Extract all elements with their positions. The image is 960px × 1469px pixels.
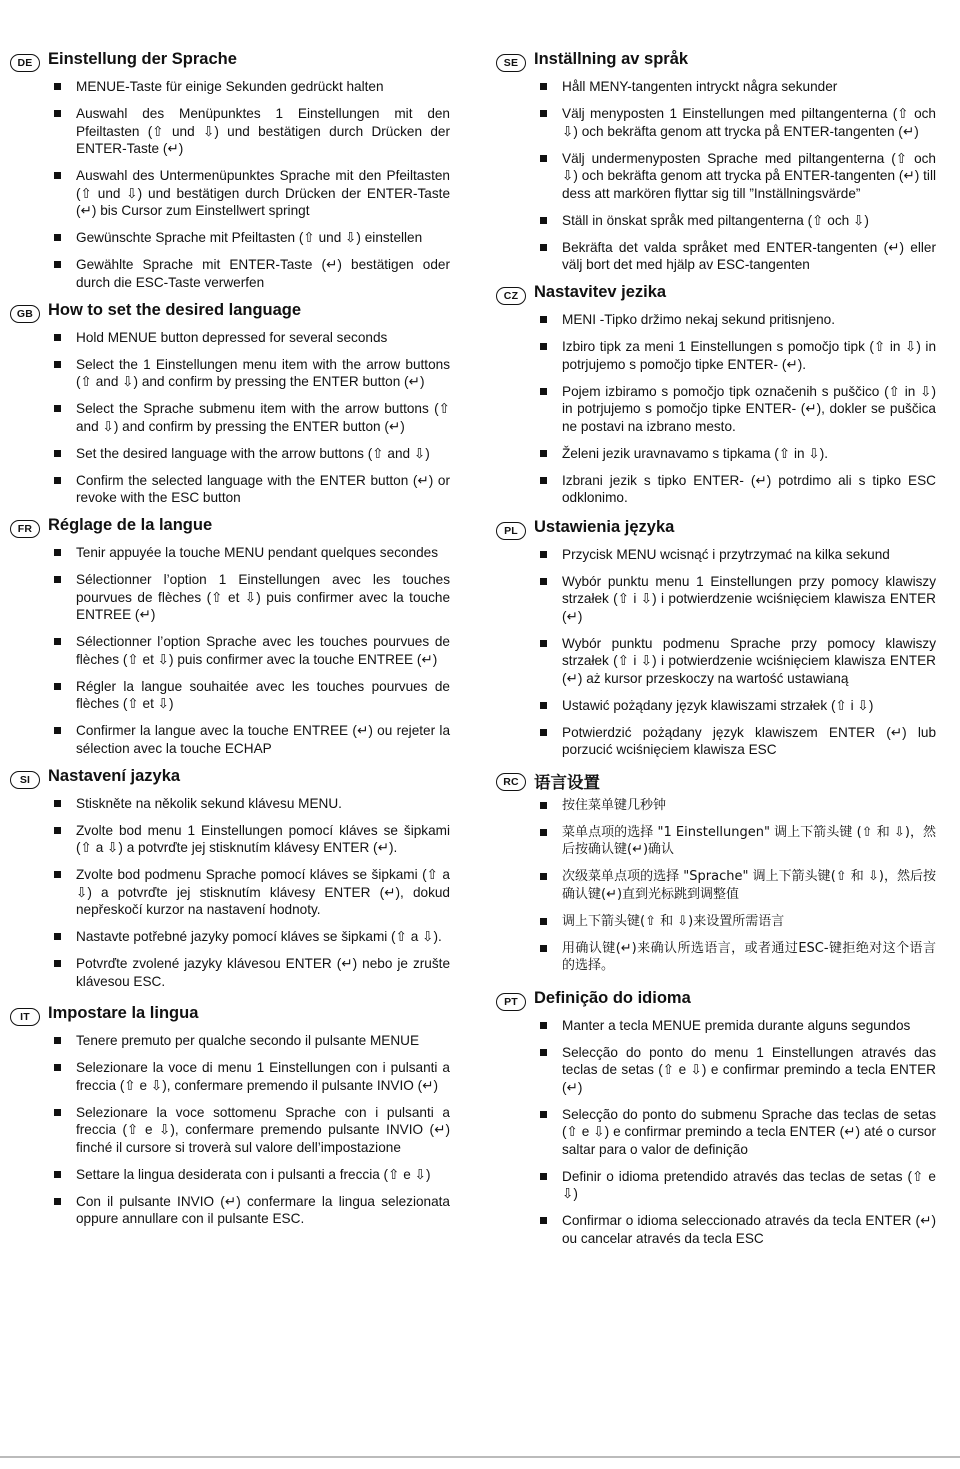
list-item: Sélectionner l’option Sprache avec les touches pourvues de flèches (⇧ et ⇩) puis confirmer avec la touche ENTREE (↵) bbox=[10, 633, 450, 668]
language-badge: RC bbox=[496, 773, 526, 791]
language-badge: CZ bbox=[496, 287, 526, 305]
section-header bbox=[10, 50, 450, 78]
section-header bbox=[496, 50, 936, 78]
list-item: Zvolte bod menu 1 Einstellungen pomocí kláves se šipkami (⇧ a ⇩) a potvrďte jej stisknutím klávesy ENTER (↵). bbox=[10, 822, 450, 857]
step-list bbox=[496, 311, 936, 507]
footer-divider bbox=[0, 1456, 960, 1458]
list-item: Potwierdzić pożądany język klawiszem ENTER (↵) lub porzucić wciśnięciem klawisza ESC bbox=[496, 724, 936, 759]
section-rc bbox=[496, 769, 936, 975]
right-column bbox=[496, 50, 936, 1257]
section-it bbox=[10, 1004, 450, 1228]
list-item: MENUE-Taste für einige Sekunden gedrückt halten bbox=[10, 78, 450, 96]
list-item: Gewählte Sprache mit ENTER-Taste (↵) bestätigen oder durch die ESC-Taste verwerfen bbox=[10, 256, 450, 291]
section-title: Nastavitev jezika bbox=[534, 283, 667, 301]
section-header bbox=[10, 516, 450, 544]
left-column bbox=[10, 50, 450, 1237]
step-list bbox=[496, 797, 936, 975]
list-item: 次级菜单点项的选择 "Sprache" 调上下箭头键(⇧ 和 ⇩)，然后按确认键(↵)直到光标跳到调整值 bbox=[496, 868, 936, 903]
section-fr bbox=[10, 516, 450, 757]
section-header bbox=[496, 769, 936, 797]
step-list bbox=[10, 329, 450, 507]
list-item: MENI -Tipko držimo nekaj sekund pritisnjeno. bbox=[496, 311, 936, 329]
list-item: Confirm the selected language with the ENTER button (↵) or revoke with the ESC button bbox=[10, 472, 450, 507]
section-header bbox=[496, 989, 936, 1017]
language-badge: SE bbox=[496, 54, 526, 72]
language-badge: DE bbox=[10, 54, 40, 72]
step-list bbox=[10, 1032, 450, 1228]
list-item: Izbiro tipk za meni 1 Einstellungen s pomočjo tipk (⇧ in ⇩) in potrjujemo s pomočjo tipke ENTER- (↵). bbox=[496, 338, 936, 373]
section-title: How to set the desired language bbox=[48, 300, 302, 319]
list-item: Con il pulsante INVIO (↵) confermare la lingua selezionata oppure annullare con il pulsante ESC. bbox=[10, 1193, 450, 1228]
section-cz bbox=[496, 283, 936, 507]
language-badge: PL bbox=[496, 522, 526, 540]
list-item: Selecção do ponto do submenu Sprache das teclas de setas (⇧ e ⇩) e confirmar premindo a tecla ENTER (↵) até o cursor saltar para o valor de definição bbox=[496, 1106, 936, 1159]
list-item: Sélectionner l’option 1 Einstellungen avec les touches pourvues de flèches (⇧ et ⇩) puis confirmer avec la touche ENTREE (↵) bbox=[10, 571, 450, 624]
section-title: Nastavení jazyka bbox=[48, 766, 181, 785]
list-item: Pojem izbiramo s pomočjo tipk označenih s puščico (⇧ in ⇩) in potrjujemo s pomočjo tipke ENTER- (↵), dokler se puščica ne postavi na izbrano mesto. bbox=[496, 383, 936, 436]
list-item: Ustawić pożądany język klawiszami strzałek (⇧ i ⇩) bbox=[496, 697, 936, 715]
list-item: Settare la lingua desiderata con i pulsanti a freccia (⇧ e ⇩) bbox=[10, 1166, 450, 1184]
section-title: Definição do idioma bbox=[534, 988, 691, 1007]
section-title: Réglage de la langue bbox=[48, 516, 213, 534]
list-item: Tenir appuyée la touche MENU pendant quelques secondes bbox=[10, 544, 450, 562]
list-item: Auswahl des Menüpunktes 1 Einstellungen mit den Pfeiltasten (⇧ und ⇩) und bestätigen durch Drücken der ENTER-Taste (↵) bbox=[10, 105, 450, 158]
list-item: Auswahl des Untermenüpunktes Sprache mit den Pfeiltasten (⇧ und ⇩) und bestätigen durch Drücken der ENTER-Taste (↵) bis Cursor zum Einstellwert springt bbox=[10, 167, 450, 220]
section-header bbox=[496, 518, 936, 546]
step-list bbox=[10, 544, 450, 757]
list-item: 用确认键(↵)来确认所选语言，或者通过ESC-键拒绝对这个语言的选择。 bbox=[496, 940, 936, 975]
list-item: Confirmar o idioma seleccionado através da tecla ENTER (↵) ou cancelar através da tecla ESC bbox=[496, 1212, 936, 1247]
list-item: 菜单点项的选择 "1 Einstellungen" 调上下箭头键 (⇧ 和 ⇩)，然后按确认键(↵)确认 bbox=[496, 824, 936, 859]
list-item: Régler la langue souhaitée avec les touches pourvues de flèches (⇧ et ⇩) bbox=[10, 678, 450, 713]
section-se bbox=[496, 50, 936, 274]
step-list bbox=[10, 795, 450, 991]
section-de bbox=[10, 50, 450, 291]
language-badge: PT bbox=[496, 993, 526, 1011]
language-badge: FR bbox=[10, 520, 40, 538]
section-header bbox=[10, 767, 450, 795]
list-item: Select the 1 Einstellungen menu item with the arrow buttons (⇧ and ⇩) and confirm by pressing the ENTER button (↵) bbox=[10, 356, 450, 391]
list-item: Gewünschte Sprache mit Pfeiltasten (⇧ und ⇩) einstellen bbox=[10, 229, 450, 247]
list-item: 调上下箭头键(⇧ 和 ⇩)来设置所需语言 bbox=[496, 913, 936, 931]
list-item: Ställ in önskat språk med piltangenterna (⇧ och ⇩) bbox=[496, 212, 936, 230]
list-item: Selezionare la voce sottomenu Sprache con i pulsanti a freccia (⇧ e ⇩), confermare premendo pulsante INVIO (↵) finché il cursore si troverà sul valore dell’impostazione bbox=[10, 1104, 450, 1157]
list-item: Wybór punktu menu 1 Einstellungen przy pomocy klawiszy strzałek (⇧ i ⇩) i potwierdzenie wciśnięciem klawisza ENTER (↵) bbox=[496, 573, 936, 626]
list-item: Confirmer la langue avec la touche ENTREE (↵) ou rejeter la sélection avec la touche ECHAP bbox=[10, 722, 450, 757]
list-item: Selezionare la voce di menu 1 Einstellungen con i pulsanti a freccia (⇧ e ⇩), confermare premendo il pulsante INVIO (↵) bbox=[10, 1059, 450, 1094]
list-item: Select the Sprache submenu item with the arrow buttons (⇧ and ⇩) and confirm by pressing the ENTER button (↵) bbox=[10, 400, 450, 435]
section-title: 语言设置 bbox=[534, 773, 600, 792]
section-title: Inställning av språk bbox=[534, 50, 689, 68]
list-item: Nastavte potřebné jazyky pomocí kláves se šipkami (⇧ a ⇩). bbox=[10, 928, 450, 946]
section-title: Impostare la lingua bbox=[48, 1004, 199, 1022]
section-header bbox=[496, 283, 936, 311]
list-item: Tenere premuto per qualche secondo il pulsante MENUE bbox=[10, 1032, 450, 1050]
section-header bbox=[10, 1004, 450, 1032]
list-item: Stiskněte na několik sekund klávesu MENU. bbox=[10, 795, 450, 813]
section-pl bbox=[496, 518, 936, 759]
section-title: Einstellung der Sprache bbox=[48, 50, 237, 68]
language-badge: IT bbox=[10, 1008, 40, 1026]
list-item: Želeni jezik uravnavamo s tipkama (⇧ in ⇩). bbox=[496, 445, 936, 463]
list-item: Set the desired language with the arrow buttons (⇧ and ⇩) bbox=[10, 445, 450, 463]
list-item: Potvrďte zvolené jazyky klávesou ENTER (↵) nebo je zrušte klávesou ESC. bbox=[10, 955, 450, 990]
section-gb bbox=[10, 301, 450, 507]
step-list bbox=[10, 78, 450, 291]
step-list bbox=[496, 78, 936, 274]
list-item: Håll MENY-tangenten intryckt några sekunder bbox=[496, 78, 936, 96]
list-item: Välj menyposten 1 Einstellungen med piltangenterna (⇧ och ⇩) och bekräfta genom att trycka på ENTER-tangenten (↵) bbox=[496, 105, 936, 140]
list-item: Manter a tecla MENUE premida durante alguns segundos bbox=[496, 1017, 936, 1035]
list-item: Hold MENUE button depressed for several seconds bbox=[10, 329, 450, 347]
list-item: Przycisk MENU wcisnąć i przytrzymać na kilka sekund bbox=[496, 546, 936, 564]
list-item: Wybór punktu podmenu Sprache przy pomocy klawiszy strzałek (⇧ i ⇩) i potwierdzenie wciśnięciem klawisza ENTER (↵) aż kursor przeskoczy na wartość ustawianą bbox=[496, 635, 936, 688]
list-item: Definir o idioma pretendido através das teclas de setas (⇧ e ⇩) bbox=[496, 1168, 936, 1203]
step-list bbox=[496, 1017, 936, 1248]
language-badge: SI bbox=[10, 771, 40, 789]
language-badge: GB bbox=[10, 305, 40, 323]
list-item: 按住菜单键几秒钟 bbox=[496, 797, 936, 815]
list-item: Selecção do ponto do menu 1 Einstellungen através das teclas de setas (⇧ e ⇩) e confirmar premindo a tecla ENTER (↵) bbox=[496, 1044, 936, 1097]
section-title: Ustawienia języka bbox=[534, 517, 675, 536]
section-si bbox=[10, 767, 450, 991]
list-item: Välj undermenyposten Sprache med piltangenterna (⇧ och ⇩) och bekräfta genom att trycka på ENTER-tangenten (↵) till dess att markören flyttar sig till ”Inställningsvärde” bbox=[496, 150, 936, 203]
section-pt bbox=[496, 989, 936, 1248]
section-header bbox=[10, 301, 450, 329]
list-item: Zvolte bod podmenu Sprache pomocí kláves se šipkami (⇧ a ⇩) a potvrďte jej stisknutím klávesy ENTER (↵), dokud nepřeskočí kurzor na nastavení hodnoty. bbox=[10, 866, 450, 919]
list-item: Bekräfta det valda språket med ENTER-tangenten (↵) eller välj bort det med hjälp av ESC-tangenten bbox=[496, 239, 936, 274]
step-list bbox=[496, 546, 936, 759]
list-item: Izbrani jezik s tipko ENTER- (↵) potrdimo ali s tipko ESC odklonimo. bbox=[496, 472, 936, 507]
